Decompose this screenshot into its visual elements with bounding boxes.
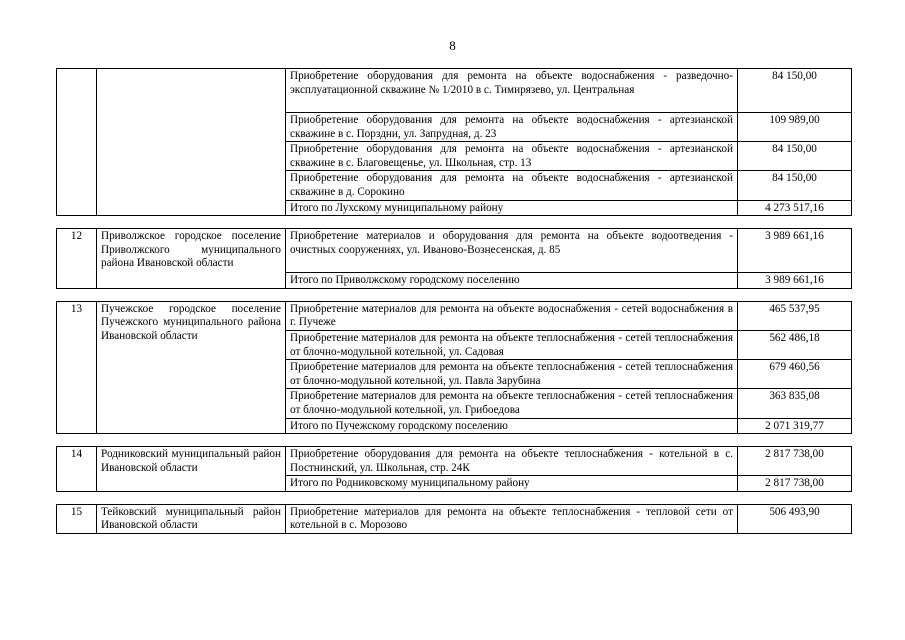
municipality-name: Пучежское городское поселение Пучежского муниципального района Ивановской области (97, 301, 286, 433)
subtotal-amount: 2 817 738,00 (738, 476, 852, 492)
row-spacer (57, 491, 852, 504)
row-number: 12 (57, 229, 97, 289)
row-spacer (57, 288, 852, 301)
item-description: Приобретение материалов для ремонта на объекте водоснабжения - сетей водоснабжения в г. Пучеже (286, 301, 738, 330)
municipality-name (97, 69, 286, 216)
item-description: Приобретение материалов для ремонта на объекте теплоснабжения - сетей теплоснабжения от блочно-модульной котельной, ул. Павла Зарубина (286, 360, 738, 389)
item-description: Приобретение материалов и оборудования для ремонта на объекте водоотведения - очистных сооружениях, ул. Иваново-Вознесенская, д. 85 (286, 229, 738, 273)
subtotal-label: Итого по Приволжскому городскому поселению (286, 273, 738, 289)
item-amount: 109 989,00 (738, 113, 852, 142)
item-amount: 562 486,18 (738, 330, 852, 359)
item-description: Приобретение оборудования для ремонта на объекте водоснабжения - артезианской скважине в с. Порздни, ул. Запрудная, д. 23 (286, 113, 738, 142)
subtotal-label: Итого по Пучежскому городскому поселению (286, 418, 738, 434)
item-description: Приобретение материалов для ремонта на объекте теплоснабжения - сетей теплоснабжения от блочно-модульной котельной, ул. Садовая (286, 330, 738, 359)
item-amount: 2 817 738,00 (738, 447, 852, 476)
item-amount: 84 150,00 (738, 171, 852, 200)
item-description: Приобретение оборудования для ремонта на объекте водоснабжения - артезианской скважине в д. Сорокино (286, 171, 738, 200)
row-number: 13 (57, 301, 97, 433)
funding-table (56, 68, 852, 534)
table-row (57, 301, 852, 330)
municipality-name: Приволжское городское поселение Приволжского муниципального района Ивановской области (97, 229, 286, 289)
item-description: Приобретение материалов для ремонта на объекте теплоснабжения - сетей теплоснабжения от блочно-модульной котельной, ул. Грибоедова (286, 389, 738, 418)
row-number: 14 (57, 447, 97, 492)
row-spacer (57, 216, 852, 229)
item-amount: 506 493,90 (738, 504, 852, 533)
row-number (57, 69, 97, 216)
subtotal-label: Итого по Лухскому муниципальному району (286, 200, 738, 216)
item-amount: 679 460,56 (738, 360, 852, 389)
table-row (57, 229, 852, 273)
municipality-name: Тейковский муниципальный район Ивановской области (97, 504, 286, 533)
item-description: Приобретение оборудования для ремонта на объекте водоснабжения - разведочно-эксплуатационной скважине № 1/2010 в с. Тимирязево, ул. Центральная (286, 69, 738, 113)
municipality-name: Родниковский муниципальный район Ивановской области (97, 447, 286, 492)
subtotal-amount: 2 071 319,77 (738, 418, 852, 434)
item-amount: 84 150,00 (738, 142, 852, 171)
table-row (57, 504, 852, 533)
item-description: Приобретение оборудования для ремонта на объекте теплоснабжения - котельной в с. Постнинский, ул. Школьная, стр. 24К (286, 447, 738, 476)
subtotal-label: Итого по Родниковскому муниципальному району (286, 476, 738, 492)
page-number: 8 (449, 38, 456, 53)
item-description: Приобретение материалов для ремонта на объекте теплоснабжения - тепловой сети от котельной в с. Морозово (286, 504, 738, 533)
table-row (57, 447, 852, 476)
item-description: Приобретение оборудования для ремонта на объекте водоснабжения - артезианской скважине в с. Благовещенье, ул. Школьная, стр. 13 (286, 142, 738, 171)
table-row (57, 69, 852, 113)
item-amount: 363 835,08 (738, 389, 852, 418)
row-spacer (57, 434, 852, 447)
item-amount: 465 537,95 (738, 301, 852, 330)
subtotal-amount: 3 989 661,16 (738, 273, 852, 289)
item-amount: 84 150,00 (738, 69, 852, 113)
row-number: 15 (57, 504, 97, 533)
subtotal-amount: 4 273 517,16 (738, 200, 852, 216)
item-amount: 3 989 661,16 (738, 229, 852, 273)
